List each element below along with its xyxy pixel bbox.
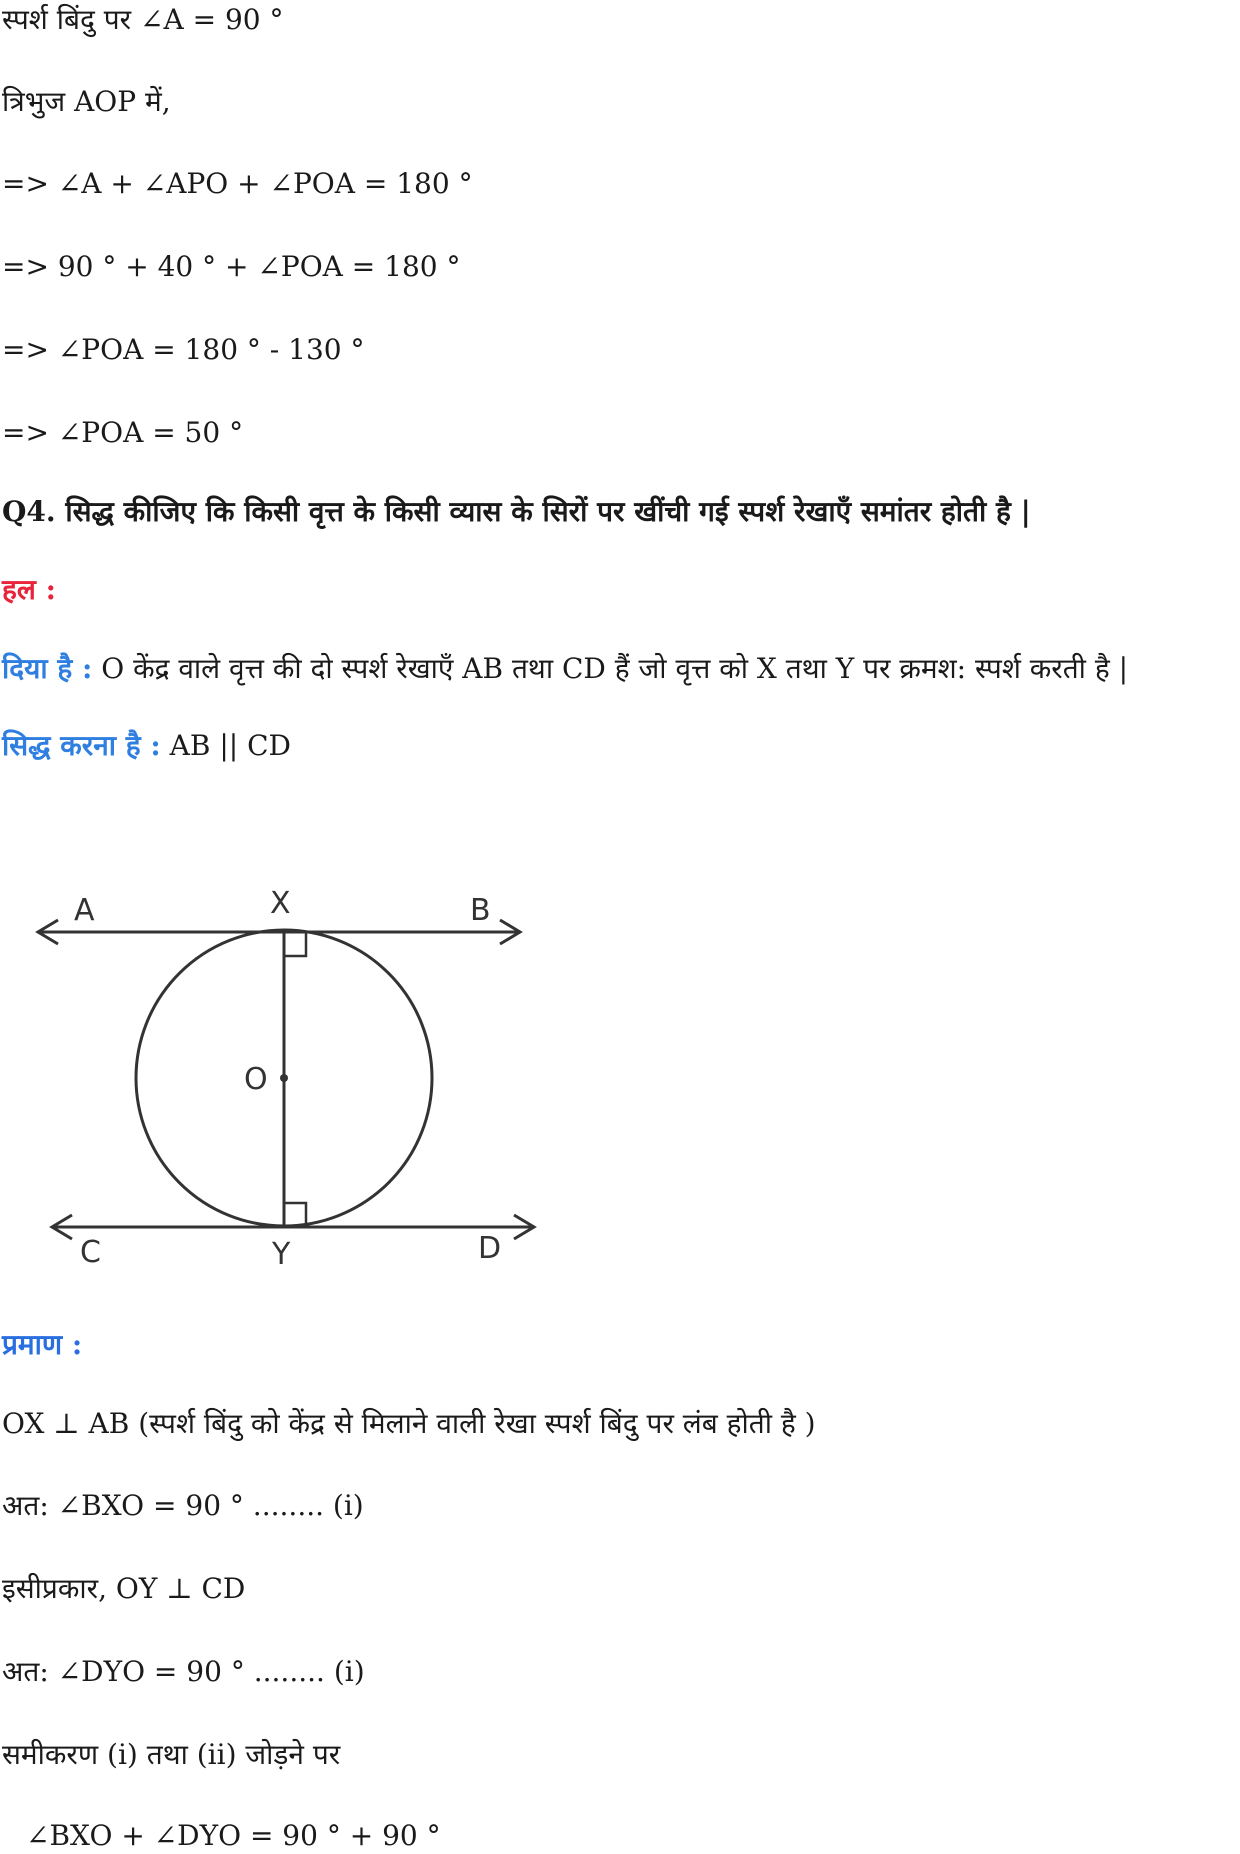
text-line-2: त्रिभुज AOP में,	[2, 85, 171, 118]
label-d: D	[478, 1231, 502, 1266]
proof-line-4: अत: ∠DYO = 90 ° ........ (i)	[2, 1655, 365, 1688]
to-prove-label: सिद्ध करना है :	[2, 729, 161, 762]
proof-line-3: इसीप्रकार, OY ⊥ CD	[2, 1572, 246, 1605]
to-prove-text: AB || CD	[169, 729, 291, 762]
question-text: सिद्ध कीजिए कि किसी वृत्त के किसी व्यास के सिरों पर खींची गई स्पर्श रेखाएँ समांतर होती है |	[65, 495, 1031, 528]
proof-label: प्रमाण :	[2, 1328, 83, 1361]
proof-line-2: अत: ∠BXO = 90 ° ........ (i)	[2, 1489, 364, 1522]
centre-point	[280, 1074, 288, 1082]
label-x: X	[270, 886, 291, 921]
question-number: Q4.	[2, 495, 56, 528]
label-o: O	[244, 1062, 268, 1097]
text-line-1: स्पर्श बिंदु पर ∠A = 90 °	[2, 3, 284, 36]
proof-line-6: ∠BXO + ∠DYO = 90 ° + 90 °	[26, 1819, 441, 1852]
label-y: Y	[272, 1237, 291, 1272]
tangent-circle-diagram	[30, 880, 550, 1280]
given-text: O केंद्र वाले वृत्त की दो स्पर्श रेखाएँ AB तथा CD हैं जो वृत्त को X तथा Y पर क्रमश: स्पर्श करती है |	[101, 652, 1129, 685]
question-line	[2, 494, 1031, 530]
given-line	[2, 651, 1128, 687]
label-b: B	[470, 893, 491, 928]
proof-line-5: समीकरण (i) तथा (ii) जोड़ने पर	[2, 1738, 341, 1771]
label-a: A	[74, 893, 95, 928]
right-angle-x	[284, 932, 306, 956]
text-line-5: => ∠POA = 180 ° - 130 °	[2, 333, 365, 366]
to-prove-line	[2, 728, 291, 764]
solution-label: हल :	[2, 573, 56, 606]
given-label: दिया है :	[2, 652, 93, 685]
label-c: C	[80, 1235, 101, 1270]
text-line-3: => ∠A + ∠APO + ∠POA = 180 °	[2, 167, 473, 200]
proof-line-1: OX ⊥ AB (स्पर्श बिंदु को केंद्र से मिलाने वाली रेखा स्पर्श बिंदु पर लंब होती है )	[2, 1407, 816, 1440]
text-line-6: => ∠POA = 50 °	[2, 416, 244, 449]
text-line-4: => 90 ° + 40 ° + ∠POA = 180 °	[2, 250, 461, 283]
